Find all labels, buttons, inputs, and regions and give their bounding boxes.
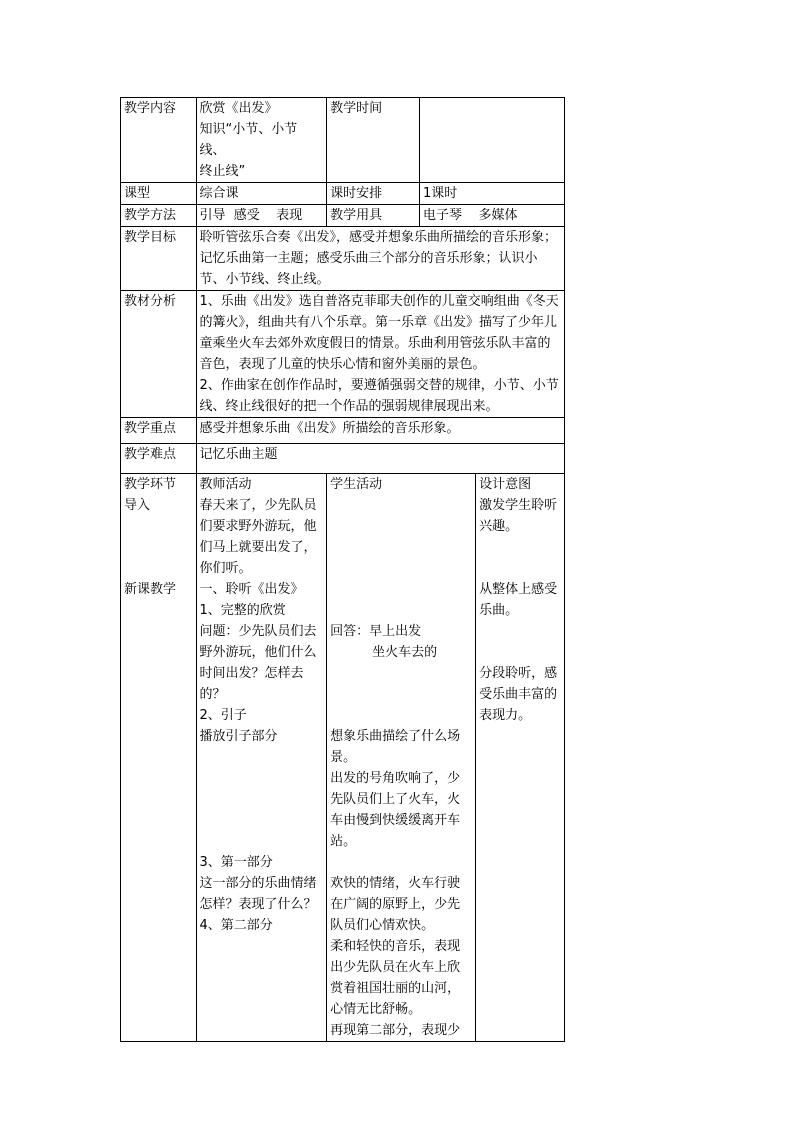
analysis-value: 1、乐曲《出发》选自普洛克菲耶夫创作的儿童交响组曲《冬天的篝火》，组曲共有八个乐章。第一乐章《出发》描写了少年儿童乘坐火车去郊外欢度假日的情景。乐曲利用管弦乐队丰富的音色，表现了儿童的快乐心情和窗外美丽的景色。 2、作曲家在创作作品时，要遵循强弱交替的规律，小节、小节线、终止线很好的把一个作品的强弱规律展现出来。 bbox=[196, 291, 564, 418]
row-focus bbox=[121, 418, 565, 444]
focus-value: 感受并想象乐曲《出发》所描绘的音乐形象。 bbox=[196, 418, 564, 444]
intent-header: 设计意图 bbox=[479, 477, 532, 492]
row-goals bbox=[121, 227, 565, 291]
stage-new-lesson: 新课教学 bbox=[124, 582, 177, 597]
time-value bbox=[420, 98, 565, 183]
student-line: 回答：早上出发 bbox=[330, 624, 422, 639]
time-label: 教学时间 bbox=[327, 98, 420, 183]
teacher-line: 春天来了，少先队员们要求野外游玩，他们马上就要出发了，你们听。 bbox=[199, 498, 317, 576]
student-line: 柔和轻快的音乐，表现出少先队员在火车上欣赏着祖国壮丽的山河，心情无比舒畅。 bbox=[330, 939, 461, 1017]
method-label: 教学方法 bbox=[121, 205, 197, 227]
student-line: 再现第二部分，表现少 bbox=[330, 1023, 461, 1038]
student-activity-column bbox=[327, 474, 476, 1042]
type-label: 课型 bbox=[121, 183, 197, 205]
stage-header: 教学环节 bbox=[124, 477, 177, 492]
lesson-plan-table bbox=[120, 97, 565, 1042]
goals-label: 教学目标 bbox=[121, 227, 197, 291]
design-intent-column bbox=[476, 474, 565, 1042]
tools-value: 电子琴 多媒体 bbox=[420, 205, 565, 227]
teacher-line: 播放引子部分 bbox=[199, 729, 278, 744]
teacher-line: 2、引子 bbox=[199, 708, 247, 723]
student-line: 出发的号角吹响了，少先队员们上了火车，火车由慢到快缓缓离开车站。 bbox=[330, 771, 461, 849]
intent-line: 从整体上感受乐曲。 bbox=[479, 582, 558, 618]
difficulty-label: 教学难点 bbox=[121, 444, 197, 474]
row-method bbox=[121, 205, 565, 227]
process-stage-column bbox=[121, 474, 197, 1042]
row-difficulty bbox=[121, 444, 565, 474]
teacher-line: 1、完整的欣赏 bbox=[199, 603, 286, 618]
analysis-label: 教材分析 bbox=[121, 291, 197, 418]
teacher-header: 教师活动 bbox=[199, 477, 252, 492]
stage-intro: 导入 bbox=[124, 498, 151, 513]
method-value: 引导 感受 表现 bbox=[196, 205, 327, 227]
type-value: 综合课 bbox=[196, 183, 327, 205]
student-line: 想象乐曲描绘了什么场景。 bbox=[330, 729, 461, 765]
teacher-line: 4、第二部分 bbox=[199, 918, 273, 933]
focus-label: 教学重点 bbox=[121, 418, 197, 444]
intent-line: 分段聆听，感受乐曲丰富的表现力。 bbox=[479, 666, 558, 723]
row-type bbox=[121, 183, 565, 205]
student-header: 学生活动 bbox=[330, 477, 383, 492]
teacher-activity-column bbox=[196, 474, 327, 1042]
hours-label: 课时安排 bbox=[327, 183, 420, 205]
row-analysis bbox=[121, 291, 565, 418]
content-value: 欣赏《出发》 知识“小节、小节线、 终止线” bbox=[196, 98, 327, 183]
tools-label: 教学用具 bbox=[327, 205, 420, 227]
teacher-line: 这一部分的乐曲情绪怎样？表现了什么？ bbox=[199, 876, 317, 912]
goals-value: 聆听管弦乐合奏《出发》，感受并想象乐曲所描绘的音乐形象；记忆乐曲第一主题；感受乐曲三个部分的音乐形象；认识小节、小节线、终止线。 bbox=[196, 227, 564, 291]
hours-value: 1课时 bbox=[420, 183, 565, 205]
row-process bbox=[121, 474, 565, 1042]
teacher-line: 3、第一部分 bbox=[199, 855, 273, 870]
content-label: 教学内容 bbox=[121, 98, 197, 183]
intent-line: 激发学生聆听兴趣。 bbox=[479, 498, 558, 534]
student-line: 欢快的情绪，火车行驶在广阔的原野上，少先队员们心情欢快。 bbox=[330, 876, 461, 933]
teacher-line: 问题：少先队员们去野外游玩，他们什么时间出发？怎样去的？ bbox=[199, 624, 317, 702]
teacher-line: 一、聆听《出发》 bbox=[199, 582, 304, 597]
difficulty-value: 记忆乐曲主题 bbox=[196, 444, 564, 474]
student-line: 坐火车去的 bbox=[372, 645, 438, 660]
row-content bbox=[121, 98, 565, 183]
